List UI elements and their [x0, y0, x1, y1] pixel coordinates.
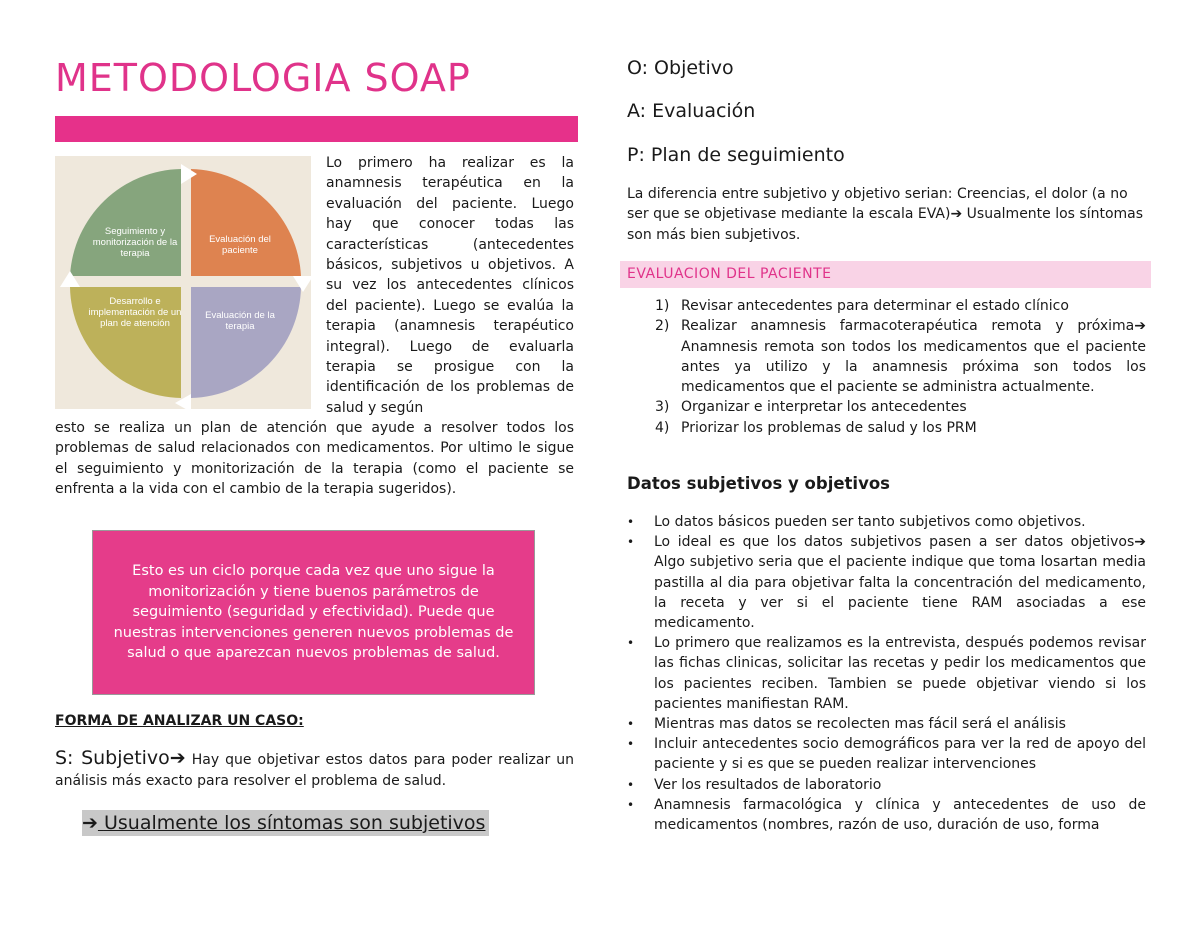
list-item: • Mientras mas datos se recolecten mas fácil será el análisis	[627, 714, 1146, 734]
data-section-title: Datos subjetivos y objetivos	[627, 474, 890, 493]
arrow-icon: ➔	[950, 206, 963, 223]
symptoms-highlight	[82, 810, 489, 836]
subjective-section	[55, 748, 574, 792]
plan-heading: P: Plan de seguimiento	[627, 144, 845, 166]
evaluation-section-header: EVALUACION DEL PACIENTE	[620, 261, 1151, 288]
list-item: • Anamnesis farmacológica y clínica y antecedentes de uso de medicamentos (nombres, razón de uso, duración de uso, forma	[627, 796, 1146, 834]
arrow-icon: ➔	[1134, 534, 1146, 551]
intro-paragraph-wrap: Lo primero ha realizar es la anamnesis terapéutica en la evaluación del paciente. Luego hay que conocer todas las características (antecedentes básicos, subjetivos u objetivos. A su vez los antecedentes clínicos del paciente). Luego se evalúa la terapia (anamnesis terapéutico integral). Luego de evaluarla terapia se prosigue con la identificación de los problemas de salud y según	[326, 155, 574, 416]
evaluation-list	[627, 296, 1146, 438]
quadrant-label-3: Desarrollo e implementación de un plan de atención	[88, 296, 182, 329]
objective-heading: O: Objetivo	[627, 57, 734, 79]
difference-text: La diferencia entre subjetivo y objetivo serian: Creencias, el dolor (a no ser que se objetivase mediante la escala EVA)	[627, 186, 1128, 223]
list-item: 1) Revisar antecedentes para determinar el estado clínico	[655, 298, 1069, 314]
list-item: • Lo datos básicos pueden ser tanto subjetivos como objetivos.	[627, 512, 1146, 532]
symptoms-text: Usualmente los síntomas son subjetivos	[103, 812, 486, 834]
arrow-icon: ➔	[1134, 318, 1146, 335]
list-item: • Incluir antecedentes socio demográficos para ver la red de apoyo del paciente y si es que se pueden realizar intervenciones	[627, 736, 1146, 773]
arrow-icon: ➔	[169, 747, 186, 769]
list-item: • Lo ideal es que los datos subjetivos pasen a ser datos objetivos➔ Algo subjetivo seria que el paciente indique que toma losartan media pastilla al dia para objetivar falta la concentración del medicamento, la receta y ver si el paciente tiene RAM asociadas a ese medicamento.	[627, 534, 1146, 632]
quadrant-label-4: Evaluación de la terapia	[205, 310, 275, 332]
assessment-heading: A: Evaluación	[627, 100, 756, 122]
bullet-icon: •	[627, 777, 635, 792]
cycle-diagram	[55, 156, 311, 409]
list-item: • Ver los resultados de laboratorio	[627, 775, 1146, 795]
quadrant-label-2: Evaluación del paciente	[209, 234, 271, 256]
intro-paragraph-cont: esto se realiza un plan de atención que ayude a resolver todos los problemas de salud relacionados con medicamentos. Por ultimo le sigue el seguimiento y monitorización de la terapia (como el paciente se enfrenta a la vida con el cambio de la terapia sugeridos).	[55, 420, 574, 498]
list-item: 3) Organizar e interpretar los antecedentes	[655, 399, 967, 416]
page-title: METODOLOGIA SOAP	[55, 56, 471, 100]
case-analysis-heading: FORMA DE ANALIZAR UN CASO:	[55, 713, 304, 729]
bullet-icon: •	[627, 515, 635, 529]
quadrant-label-1: Seguimiento y monitorización de la terapia	[92, 226, 178, 259]
title-underline-bar	[55, 116, 578, 142]
arrow-icon: ➔	[82, 812, 98, 834]
soap-cycle-figure	[55, 156, 311, 409]
bullet-icon: •	[627, 636, 635, 651]
difference-paragraph	[627, 184, 1148, 245]
callout-text: Esto es un ciclo porque cada vez que uno sigue la monitorización y tiene buenos parámetros de seguimiento (seguridad y efectividad). Puede que nuestras intervenciones generen nuevos problemas de salud o que aparezcan nuevos problemas de salud.	[113, 563, 514, 662]
subjective-text: Hay que objetivar estos datos para poder realizar un análisis más exacto para resolver el problema de salud.	[55, 752, 574, 789]
bullet-icon: •	[627, 717, 635, 732]
bullet-icon: •	[627, 737, 635, 752]
difference-text-2: Usualmente los síntomas son más bien subjetivos.	[627, 206, 1144, 243]
bullet-icon: •	[627, 797, 635, 812]
bullet-icon: •	[627, 535, 635, 550]
data-bullet-list	[627, 512, 1146, 835]
cycle-callout-box	[92, 530, 535, 695]
subjective-label: S: Subjetivo	[55, 747, 170, 769]
list-item: 2) Realizar anamnesis farmacoterapéutica remota y próxima➔ Anamnesis remota son todos los medicamentos que el paciente antes ya utilizo y la anamnesis próxima son todos los medicamentos que el paciente se administra actualmente.	[655, 318, 1146, 396]
list-item: • Lo primero que realizamos es la entrevista, después podemos revisar las fichas clinicas, solicitar las recetas y pedir los medicamentos que los pacientes reciben. Tambien se puede objetivar viendo si los pacientes manifiestan RAM.	[627, 635, 1146, 712]
list-item: 4) Priorizar los problemas de salud y los PRM	[655, 419, 977, 436]
